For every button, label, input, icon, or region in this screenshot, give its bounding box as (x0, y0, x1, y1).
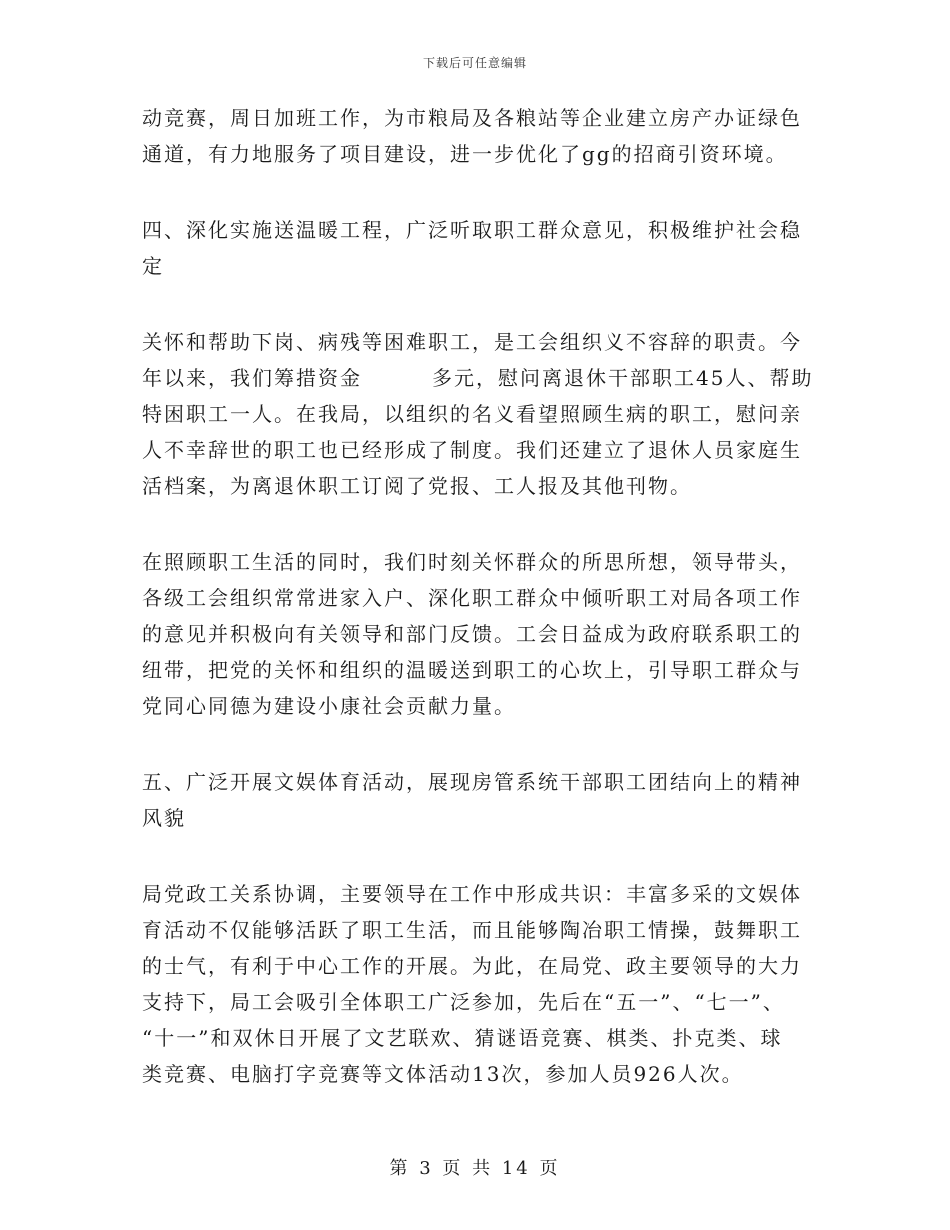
text-line: 特困职工一人。在我局，以组织的名义看望照顾生病的职工，慰问亲 (142, 402, 802, 426)
paragraph (142, 100, 822, 172)
page-number: 第 3 页 共 14 页 (389, 1158, 561, 1179)
paragraph (142, 544, 822, 724)
text-line: 五、广泛开展文娱体育活动，展现房管系统干部职工团结向上的精神 (142, 770, 802, 794)
text-line: 在照顾职工生活的同时，我们时刻关怀群众的所思所想，领导带头， (142, 550, 802, 574)
text-line: 定 (142, 254, 164, 278)
text-line: 四、深化实施送温暖工程，广泛听取职工群众意见，积极维护社会稳 (142, 218, 802, 242)
section-heading (142, 212, 822, 284)
text-fragment: 年以来，我们筹措资金 (142, 366, 362, 390)
text-line: 通道，有力地服务了项目建设，进一步优化了gg的招商引资环境。 (142, 142, 788, 166)
text-line: 的意见并积极向有关领导和部门反馈。工会日益成为政府联系职工的 (142, 622, 802, 646)
text-line: 育活动不仅能够活跃了职工生活，而且能够陶冶职工情操，鼓舞职工 (142, 918, 802, 942)
text-line: 类竞赛、电脑打字竞赛等文体活动13次，参加人员926人次。 (142, 1062, 744, 1086)
text-line: 各级工会组织常常进家入户、深化职工群众中倾听职工对局各项工作 (142, 586, 802, 610)
text-line (142, 360, 822, 396)
text-fragment: 多元，慰问离退休干部职工45人、帮助 (432, 366, 814, 390)
document-body (142, 100, 822, 1132)
text-line: 关怀和帮助下岗、病残等困难职工，是工会组织义不容辞的职责。今 (142, 330, 802, 354)
text-line: 人不幸辞世的职工也已经形成了制度。我们还建立了退休人员家庭生 (142, 438, 802, 462)
section-heading (142, 764, 822, 836)
text-line: 局党政工关系协调，主要领导在工作中形成共识：丰富多采的文娱体 (142, 882, 802, 906)
text-line: 动竞赛，周日加班工作，为市粮局及各粮站等企业建立房产办证绿色 (142, 106, 802, 130)
paragraph (142, 324, 822, 504)
text-line: 风貌 (142, 806, 186, 830)
text-line: 支持下，局工会吸引全体职工广泛参加，先后在“五一”、“七一”、 (142, 990, 785, 1014)
text-line: 纽带，把党的关怀和组织的温暖送到职工的心坎上，引导职工群众与 (142, 658, 802, 682)
text-line: 党同心同德为建设小康社会贡献力量。 (142, 694, 516, 718)
text-line: 活档案，为离退休职工订阅了党报、工人报及其他刊物。 (142, 474, 692, 498)
paragraph (142, 876, 822, 1092)
page-header: 下载后可任意编辑 (422, 56, 527, 70)
text-line: “十一”和双休日开展了文艺联欢、猜谜语竞赛、棋类、扑克类、球 (142, 1026, 783, 1050)
text-line: 的士气，有利于中心工作的开展。为此，在局党、政主要领导的大力 (142, 954, 802, 978)
